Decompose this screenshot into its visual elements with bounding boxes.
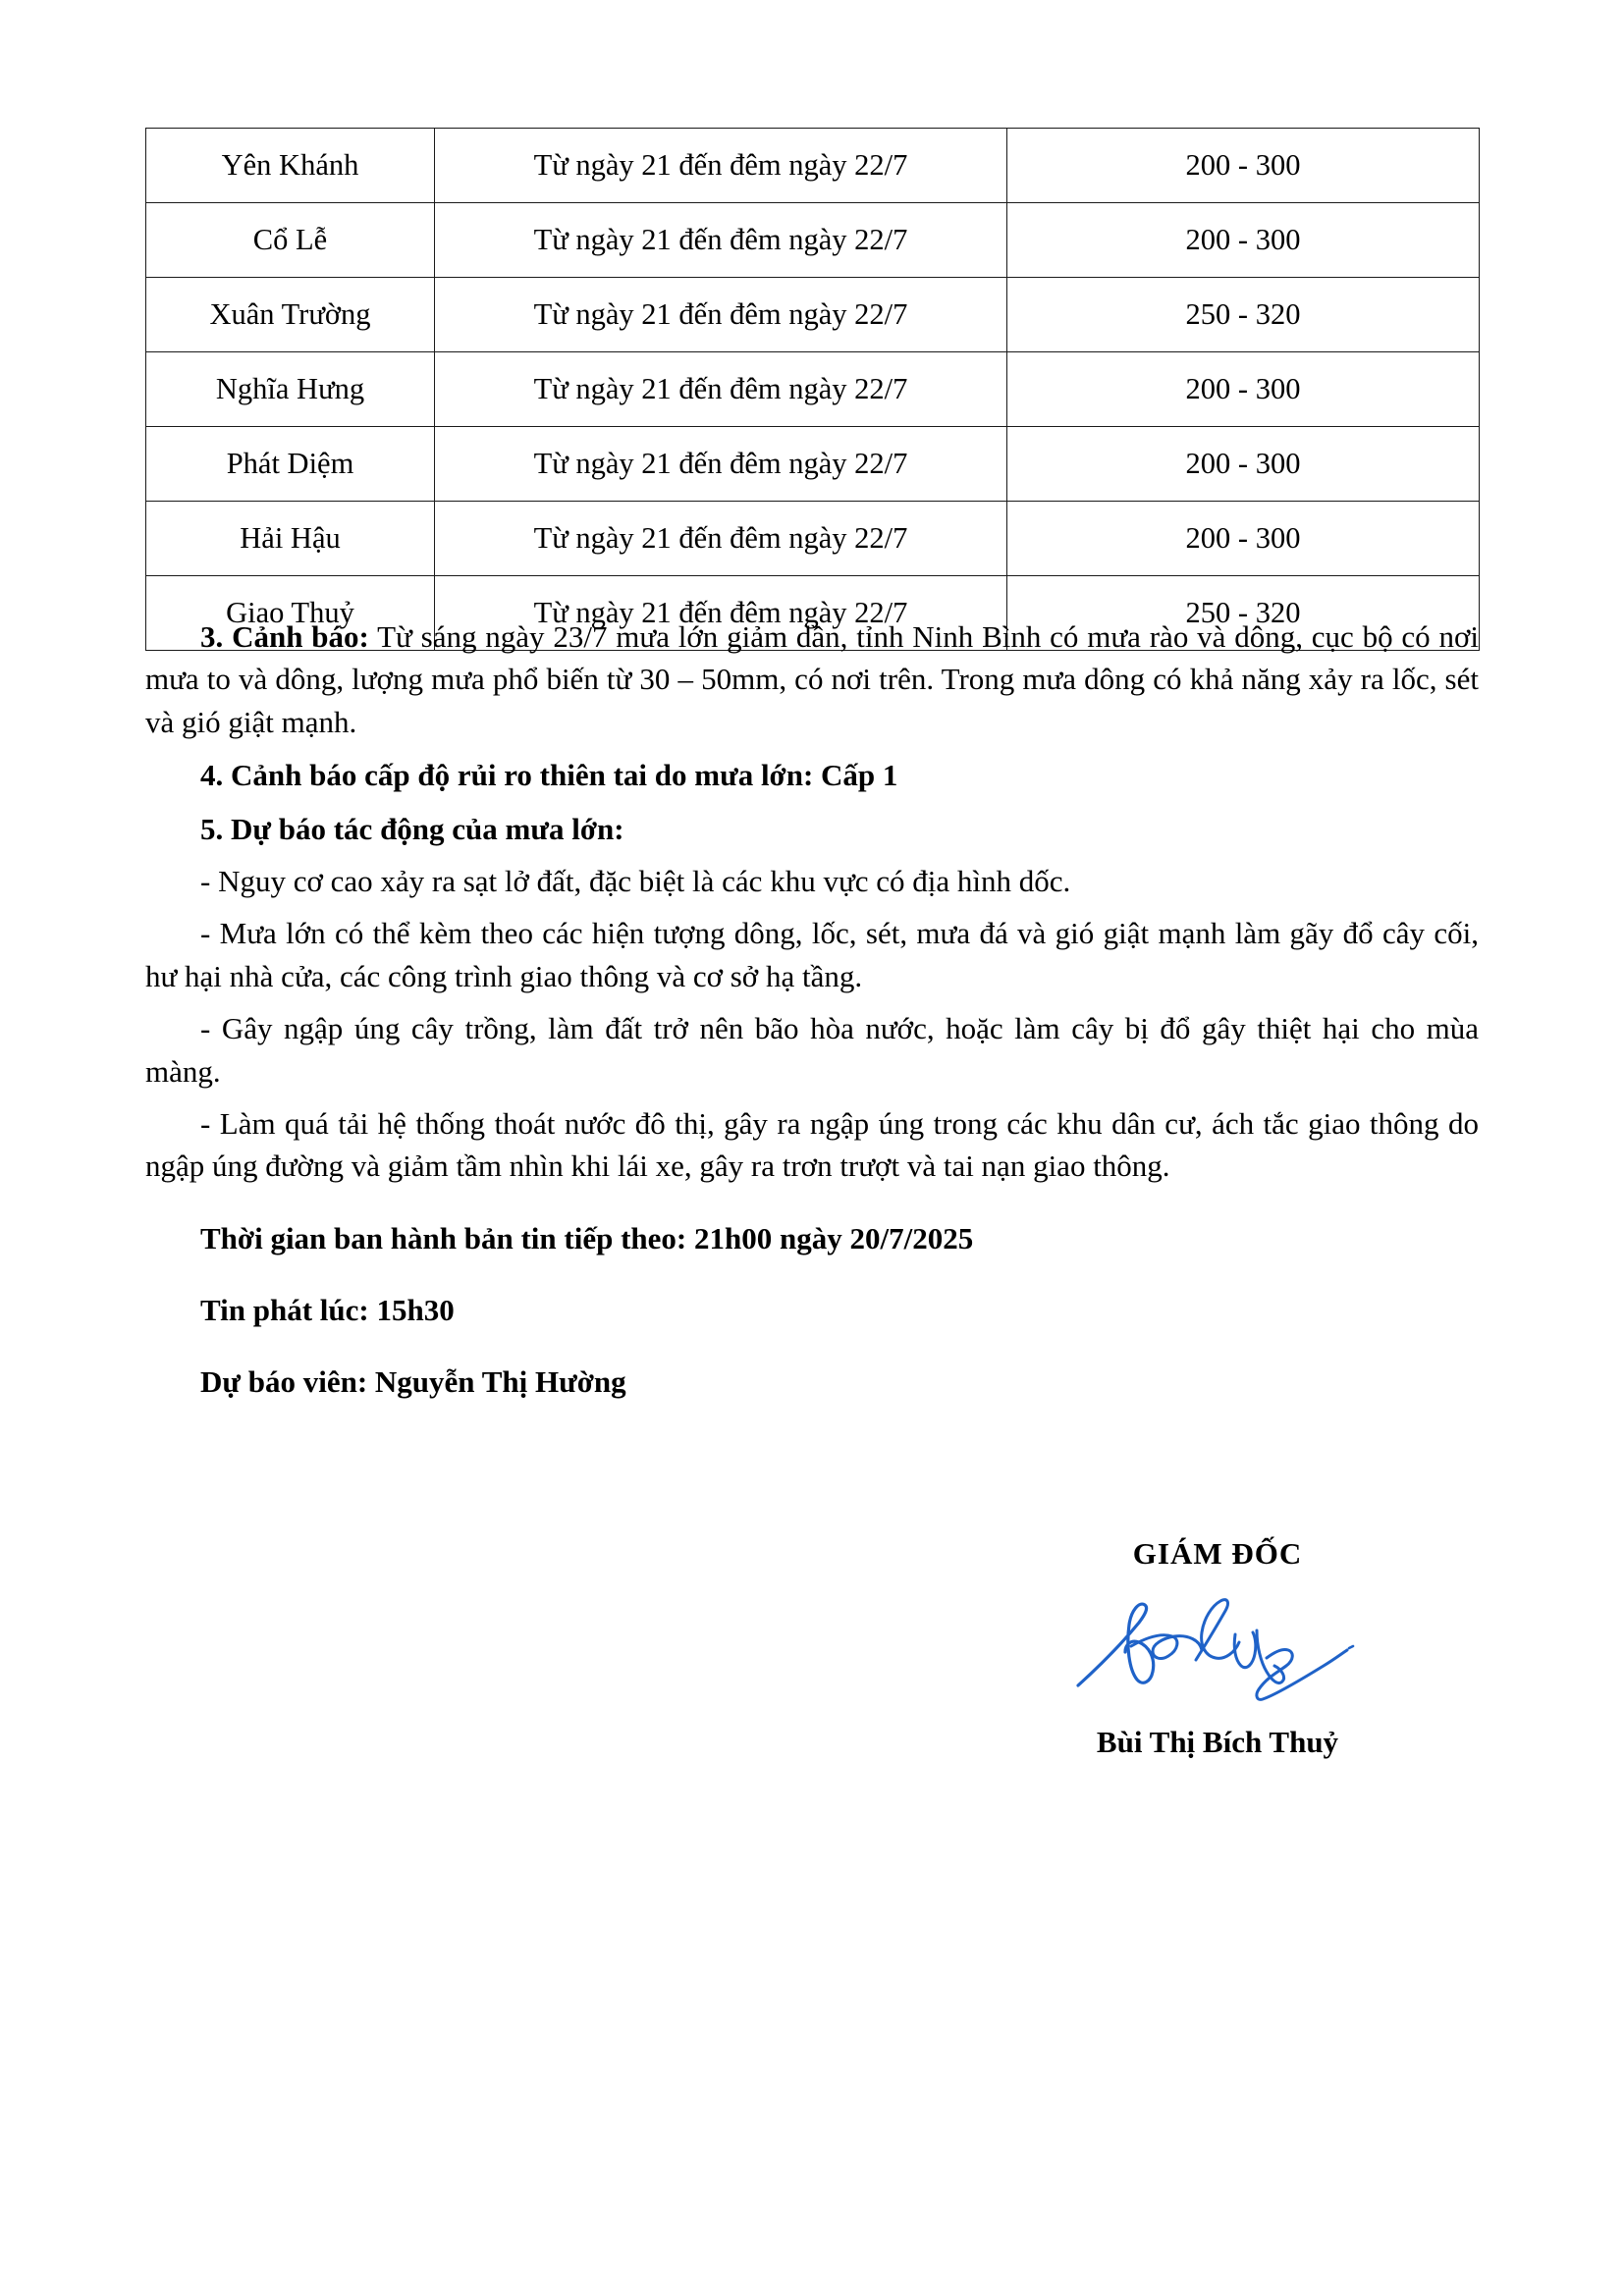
table-body bbox=[146, 129, 1480, 651]
risk-level-line: 4. Cảnh báo cấp độ rủi ro thiên tai do mưa lớn: Cấp 1 bbox=[200, 758, 898, 793]
table-row bbox=[146, 129, 1480, 203]
table-row bbox=[146, 352, 1480, 427]
rainfall-forecast-table bbox=[145, 128, 1480, 651]
issued-time: Tin phát lúc: 15h30 bbox=[200, 1293, 455, 1328]
cell-amount: 200 - 300 bbox=[1007, 203, 1480, 278]
warning-paragraph bbox=[145, 615, 1479, 743]
impact-item-3: - Gây ngập úng cây trồng, làm đất trở nên bão hòa nước, hoặc làm cây bị đổ gây thiệt hại cho mùa màng. bbox=[145, 1011, 1479, 1089]
table-row bbox=[146, 278, 1480, 352]
impact-heading: 5. Dự báo tác động của mưa lớn: bbox=[200, 811, 624, 846]
table-row bbox=[146, 502, 1480, 576]
cell-area: Nghĩa Hưng bbox=[146, 352, 435, 427]
cell-amount: 200 - 300 bbox=[1007, 352, 1480, 427]
cell-period: Từ ngày 21 đến đêm ngày 22/7 bbox=[435, 203, 1007, 278]
cell-area: Hải Hậu bbox=[146, 502, 435, 576]
cell-amount: 250 - 320 bbox=[1007, 278, 1480, 352]
cell-amount: 200 - 300 bbox=[1007, 427, 1480, 502]
cell-period: Từ ngày 21 đến đêm ngày 22/7 bbox=[435, 352, 1007, 427]
cell-period: Từ ngày 21 đến đêm ngày 22/7 bbox=[435, 427, 1007, 502]
document-body bbox=[145, 614, 1479, 1404]
signer-title: GIÁM ĐỐC bbox=[1132, 1536, 1303, 1571]
handwritten-signature-icon bbox=[982, 1575, 1453, 1723]
cell-area: Cổ Lễ bbox=[146, 203, 435, 278]
cell-area: Xuân Trường bbox=[146, 278, 435, 352]
impact-item-4: - Làm quá tải hệ thống thoát nước đô thị, gây ra ngập úng trong các khu dân cư, ách tắc giao thông do ngập úng đường và giảm tầm nhìn khi lái xe, gây ra trơn trượt và tai nạn giao thông. bbox=[145, 1105, 1479, 1184]
cell-area: Giao Thuỷ bbox=[146, 576, 435, 651]
cell-area: Phát Diệm bbox=[146, 427, 435, 502]
signer-name: Bùi Thị Bích Thuỷ bbox=[1096, 1725, 1339, 1759]
impact-item-2: - Mưa lớn có thể kèm theo các hiện tượng dông, lốc, sét, mưa đá và gió giật mạnh làm gãy đổ cây cối, hư hại nhà cửa, các công trình giao thông và cơ sở hạ tầng. bbox=[145, 916, 1479, 993]
cell-period: Từ ngày 21 đến đêm ngày 22/7 bbox=[435, 576, 1007, 651]
cell-amount: 250 - 320 bbox=[1007, 576, 1480, 651]
cell-amount: 200 - 300 bbox=[1007, 502, 1480, 576]
forecaster-name: Dự báo viên: Nguyễn Thị Hường bbox=[200, 1364, 626, 1400]
table-row bbox=[146, 427, 1480, 502]
cell-amount: 200 - 300 bbox=[1007, 129, 1480, 203]
warning-label: 3. Cảnh báo: bbox=[200, 619, 369, 654]
cell-period: Từ ngày 21 đến đêm ngày 22/7 bbox=[435, 129, 1007, 203]
cell-period: Từ ngày 21 đến đêm ngày 22/7 bbox=[435, 502, 1007, 576]
cell-area: Yên Khánh bbox=[146, 129, 435, 203]
signature-block bbox=[982, 1536, 1453, 1760]
next-bulletin-time: Thời gian ban hành bản tin tiếp theo: 21h00 ngày 20/7/2025 bbox=[200, 1220, 974, 1255]
table-row bbox=[146, 203, 1480, 278]
impact-item-1: - Nguy cơ cao xảy ra sạt lở đất, đặc biệt là các khu vực có địa hình dốc. bbox=[200, 863, 1071, 898]
warning-text: Từ sáng ngày 23/7 mưa lớn giảm dần, tỉnh Ninh Bình có mưa rào và dông, cục bộ có nơi mưa to và dông, lượng mưa phổ biến từ 30 – 50mm, có nơi trên. Trong mưa dông có khả năng xảy ra lốc, sét và gió giật mạnh. bbox=[145, 619, 1480, 739]
cell-period: Từ ngày 21 đến đêm ngày 22/7 bbox=[435, 278, 1007, 352]
